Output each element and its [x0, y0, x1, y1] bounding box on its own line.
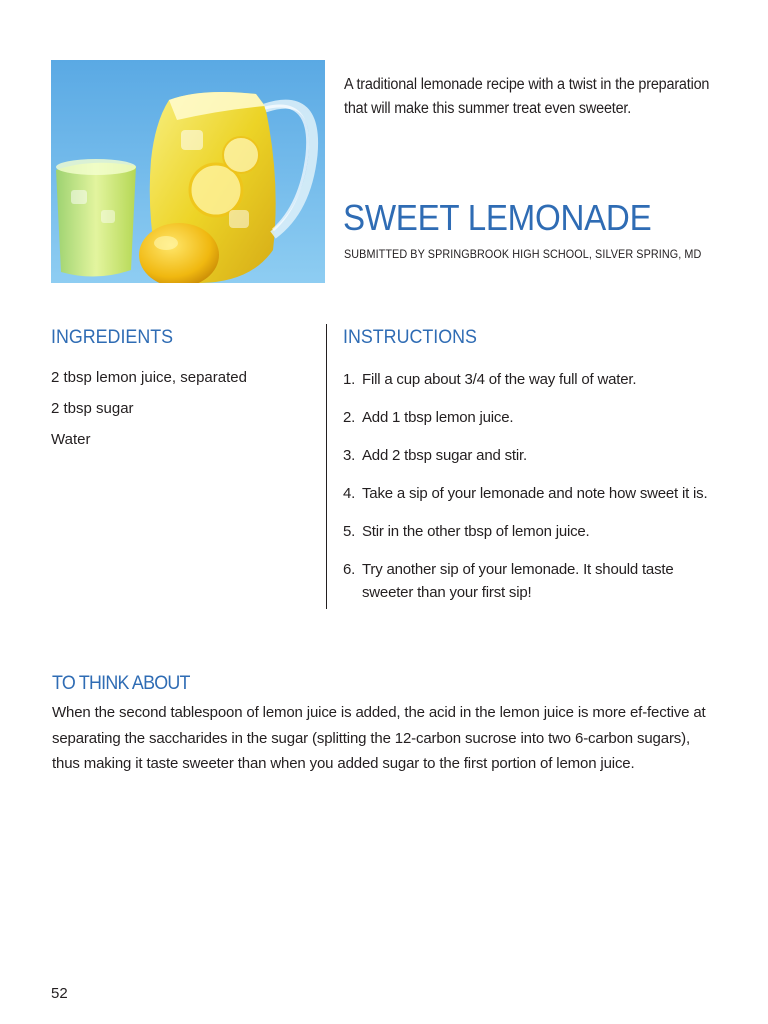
- ingredient-item: 2 tbsp lemon juice, separated: [51, 369, 247, 386]
- step-number: 2.: [343, 409, 356, 426]
- step-text: Fill a cup about 3/4 of the way full of water.: [362, 371, 637, 388]
- instruction-step: [343, 406, 723, 429]
- lemonade-photo: [51, 60, 325, 283]
- submitted-by: SUBMITTED BY SPRINGBROOK HIGH SCHOOL, SILVER SPRING, MD: [344, 247, 702, 261]
- lemonade-pitcher-photo: [51, 60, 325, 283]
- instruction-step: [343, 558, 723, 604]
- ingredients-heading: INGREDIENTS: [51, 327, 174, 348]
- ingredient-item: Water: [51, 431, 91, 448]
- step-number: 6.: [343, 561, 356, 578]
- step-text: Stir in the other tbsp of lemon juice.: [362, 523, 590, 540]
- step-text: Add 2 tbsp sugar and stir.: [362, 447, 527, 464]
- instruction-step: [343, 520, 723, 543]
- step-number: 5.: [343, 523, 356, 540]
- recipe-title: SWEET LEMONADE: [343, 197, 652, 238]
- step-number: 1.: [343, 371, 356, 388]
- step-text: Try another sip of your lemonade. It should taste sweeter than your first sip!: [362, 561, 674, 601]
- think-about-body: When the second tablespoon of lemon juice is added, the acid in the lemon juice is more ef-fective at separating the saccharides in the sugar (splitting the 12-carbon sucrose into two 6-carbon sugars), thus making it taste sweeter than when you added sugar to the first portion of lemon juice.: [52, 704, 706, 772]
- instruction-step: [343, 444, 723, 467]
- page-number: 52: [51, 985, 68, 1002]
- instructions-list: [343, 368, 723, 619]
- think-about-heading: TO THINK ABOUT: [52, 673, 190, 694]
- instruction-step: [343, 368, 723, 391]
- ingredient-item: 2 tbsp sugar: [51, 400, 134, 417]
- step-number: 4.: [343, 485, 356, 502]
- recipe-intro: A traditional lemonade recipe with a twist in the preparation that will make this summer treat even sweeter.: [344, 76, 710, 117]
- column-divider: [326, 324, 327, 609]
- step-text: Take a sip of your lemonade and note how sweet it is.: [362, 485, 708, 502]
- instruction-step: [343, 482, 723, 505]
- ingredients-list: [51, 368, 247, 461]
- step-text: Add 1 tbsp lemon juice.: [362, 409, 514, 426]
- step-number: 3.: [343, 447, 356, 464]
- instructions-heading: INSTRUCTIONS: [343, 327, 477, 348]
